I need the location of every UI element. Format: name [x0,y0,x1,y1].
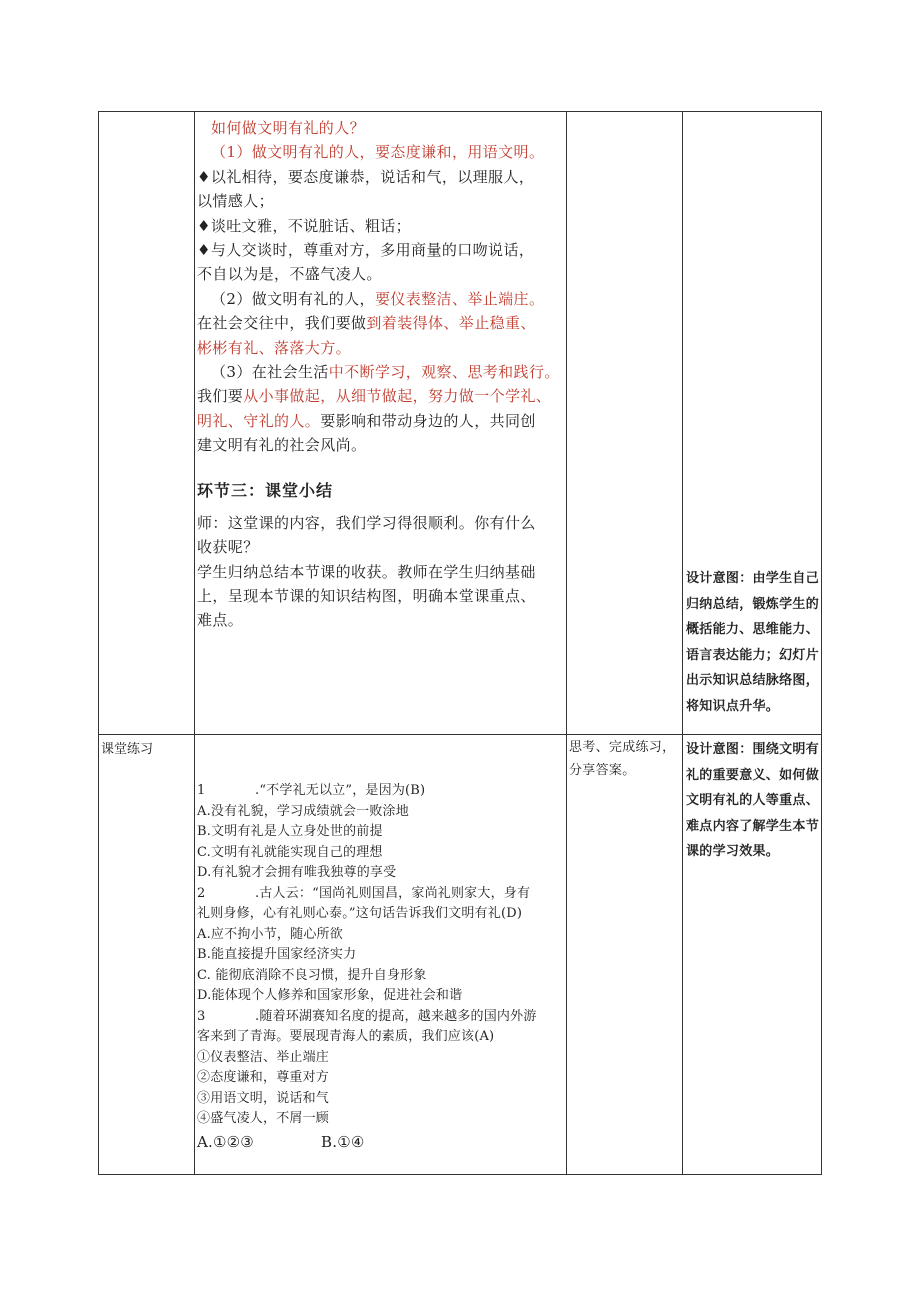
content-line: ♦与人交谈时，尊重对方，多用商量的口吻说话， [197,241,535,260]
content-line: 以情感人； [197,192,275,211]
summary-line: 学生归纳总结本节课的收获。教师在学生归纳基础 [197,562,536,581]
summary-line: 师：这堂课的内容，我们学习得很顺利。你有什么 [197,513,536,532]
statement-item: ①仪表整洁、举止端庄 [197,1049,330,1065]
point-3-highlight: 中不断学习，观察、思考和践行。 [328,363,560,382]
question-text: .“不学礼无以立”，是因为(B) [255,783,426,798]
design-intent-text: 设计意图：围绕文明有礼的重要意义、如何做文明有礼的人等重点、难点内容了解学生本节课的学习效果。 [686,742,820,859]
summary-line: 收获呢？ [197,538,259,557]
student-activity-cell-practice [567,735,683,1175]
table-row-practice [99,735,822,1175]
summary-line: 上，呈现本节课的知识结构图，明确本堂课重点、 [197,586,536,605]
stage-label-cell [99,112,195,735]
student-activity-cell [567,112,683,735]
point-2 [197,287,566,311]
teaching-content-cell [195,112,567,735]
lesson-table [98,111,822,1175]
option-a: A.①②③ [197,1132,254,1151]
stage-label-cell-practice [99,735,195,1175]
question-2 [197,884,566,905]
answer-option: B.能直接提升国家经济实力 [197,947,357,962]
point-2-lead: （2）做文明有礼的人， [211,289,375,308]
statement-item: ③用语文明，说话和气 [197,1090,330,1106]
question-number: 2 [197,885,206,901]
content-line: 不自以为是，不盛气凌人。 [197,265,382,284]
practice-content-cell [195,735,567,1175]
option-b: B.①④ [321,1132,365,1151]
answer-option: A.没有礼貌，学习成绩就会一败涂地 [197,803,409,819]
question-text: .古人云：“国尚礼则国昌，家尚礼则家大，身有 [255,885,531,901]
point-2-line-3: 彬彬有礼、落落大方。 [197,338,352,357]
table-row-teaching [99,112,822,735]
statement-item: ②态度谦和，尊重对方 [197,1070,330,1085]
point-3-line-3 [197,409,566,433]
question-2-continued: 礼则身修，心有礼则心泰。”这句话告诉我们文明有礼(D) [197,906,523,921]
content-line: ♦谈吐文雅，不说脏话、粗话； [197,216,412,235]
question-text: .随着环湖赛知名度的提高，越来越多的国内外游 [255,1008,537,1024]
question-number: 3 [197,1008,206,1024]
answer-option: A.应不拘小节，随心所欲 [197,926,343,942]
answer-option: B.文明有礼是人立身处世的前提 [197,824,383,839]
answer-option: D.有礼貌才会拥有唯我独尊的享受 [197,865,397,880]
question-3-continued: 客来到了青海。要展现青海人的素质，我们应该(A) [197,1029,495,1044]
point-2-highlight: 要仪表整洁、举止端庄。 [374,289,545,308]
answer-option: D.能体现个人修养和国家形象，促进社会和谐 [197,988,463,1003]
question-1 [197,781,566,802]
content-line: ♦以礼相待，要态度谦恭，说话和气，以理服人， [197,167,535,186]
point-3-lead: （3）在社会生活 [211,363,329,382]
design-intent-cell-practice [683,735,822,1175]
point-3-line-4: 建文明有礼的社会风尚。 [197,436,367,455]
point-3 [197,360,566,384]
design-intent-cell [683,112,822,735]
section-title: 环节三：课堂小结 [197,480,334,500]
point-3-line-2 [197,384,566,408]
question-3-options [197,1130,566,1154]
point-3b-lead: 我们要 [197,387,244,406]
point-3c-highlight: 明礼、守礼的人。 [197,411,321,430]
answer-option: C. 能彻底消除不良习惯，提升自身形象 [197,967,427,983]
stage-label: 课堂练习 [101,742,154,757]
design-intent-text: 设计意图：由学生自己归纳总结，锻炼学生的概括能力、思维能力、语言表达能力；幻灯片出示知识总结脉络图，将知识点升华。 [686,571,820,714]
question-number: 1 [197,783,206,798]
summary-line: 难点。 [197,611,244,630]
point-3c-tail: 要影响和带动身边的人，共同创 [320,411,536,430]
answer-option: C.文明有礼就能实现自己的理想 [197,844,383,860]
point-2b-highlight: 到着装得体、举止稳重、 [366,314,536,333]
point-2-line-2 [197,311,566,335]
content-line: （1）做文明有礼的人，要态度谦和，用语文明。 [211,143,545,162]
student-activity-text: 思考、完成练习，分享答案。 [569,740,676,778]
question-3 [197,1007,566,1028]
statement-item: ④盛气凌人，不屑一顾 [197,1111,330,1126]
point-2b-lead: 在社会交往中，我们要做 [197,314,367,333]
point-3b-highlight: 从小事做起，从细节做起，努力做一个学礼、 [243,387,552,406]
content-line: 如何做文明有礼的人？ [211,119,366,137]
